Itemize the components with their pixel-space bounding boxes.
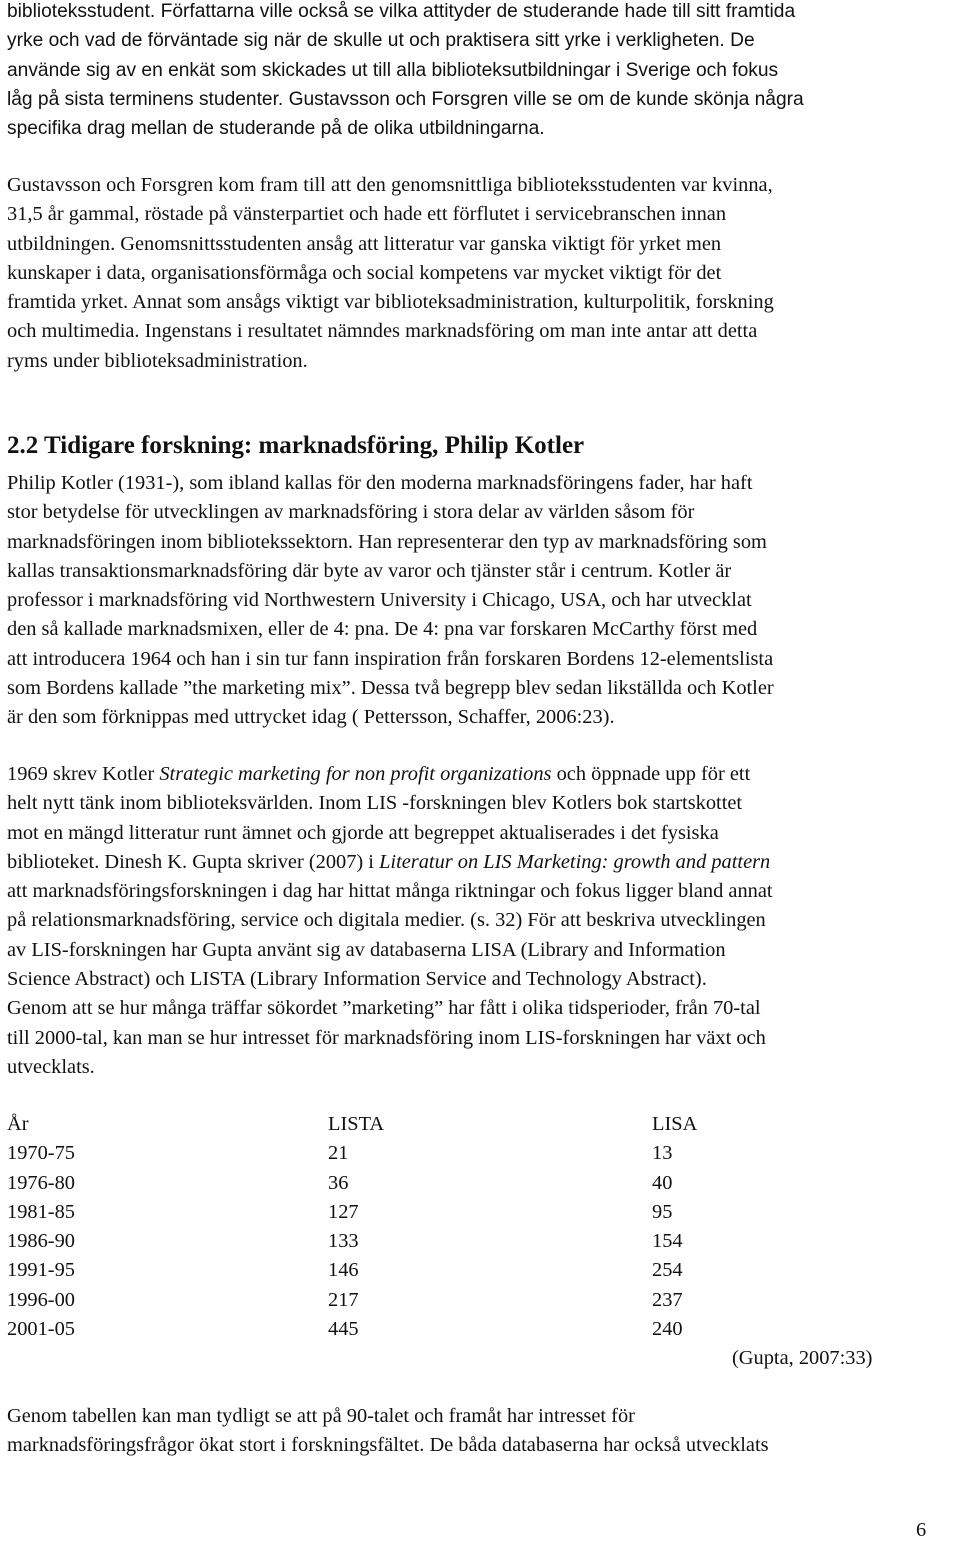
paragraph-findings <box>7 171 955 376</box>
text-line: framtida yrket. Annat som ansågs viktigt var biblioteksadministration, kulturpolitik, forskning <box>7 291 774 314</box>
text-line: på relationsmarknadsföring, service och digitala medier. (s. 32) För att beskriva utvecklingen <box>7 909 766 932</box>
text-line: den så kallade marknadsmixen, eller de 4: pna. De 4: pna var forskaren McCarthy först med <box>7 618 758 641</box>
text-line: Genom tabellen kan man tydligt se att på 90-talet och framåt har intresset för <box>7 1405 635 1427</box>
cell-period: 1996-00 <box>7 1288 75 1311</box>
text-line: att introducera 1964 och han i sin tur fann inspiration från forskaren Bordens 12-elementslista <box>7 647 774 670</box>
cell-lista: 127 <box>328 1200 359 1223</box>
text-line: Philip Kotler (1931-), som ibland kallas för den moderna marknadsföringens fader, har haft <box>7 472 753 494</box>
text-line <box>7 760 955 789</box>
cell-period: 1991-95 <box>7 1259 75 1282</box>
text-line: ryms under biblioteksadministration. <box>7 349 308 372</box>
text-line: marknadsföringen inom bibliotekssektorn. Han representerar den typ av marknadsföring som <box>7 530 767 553</box>
text-line: kunskaper i data, organisationsförmåga och social kompetens var mycket viktigt för det <box>7 261 722 284</box>
text-line: Gustavsson och Forsgren kom fram till att den genomsnittliga biblioteksstudenten var kvinna, <box>7 174 773 196</box>
cell-period: 1976-80 <box>7 1171 75 1194</box>
text-line: kallas transaktionsmarknadsföring där byte av varor och tjänster står i centrum. Kotler är <box>7 559 732 582</box>
text-line: helt nytt tänk inom biblioteksvärlden. Inom LIS -forskningen blev Kotlers bok startskottet <box>7 792 743 815</box>
column-header-lista: LISTA <box>328 1113 385 1135</box>
section-heading: 2.2 Tidigare forskning: marknadsföring, Philip Kotler <box>7 432 585 459</box>
table-citation: (Gupta, 2007:33) <box>732 1347 873 1369</box>
text-line: att marknadsföringsforskningen i dag har hittat många riktningar och fokus ligger bland annat <box>7 880 773 903</box>
book-title: Literatur on LIS Marketing: growth and pattern <box>379 850 771 873</box>
paragraph-kotler <box>7 469 955 733</box>
text-line: mot en mängd litteratur runt ämnet och gjorde att begreppet aktualiserades i det fysiska <box>7 821 719 844</box>
text-run: 1969 skrev Kotler <box>7 763 160 785</box>
text-line: stor betydelse för utvecklingen av marknadsföring i stora delar av världen såsom för <box>7 501 695 524</box>
text-line: yrke och vad de förväntade sig när de skulle ut och praktisera sitt yrke i verkligheten. De <box>7 30 755 52</box>
cell-lista: 21 <box>328 1142 349 1165</box>
text-line: till 2000-tal, kan man se hur intresset för marknadsföring inom LIS-forskningen har växt och <box>7 1026 766 1049</box>
cell-lista: 217 <box>328 1288 359 1311</box>
cell-period: 1986-90 <box>7 1230 75 1253</box>
cell-lisa: 13 <box>652 1142 673 1165</box>
paragraph-1969 <box>7 760 955 1082</box>
cell-lisa: 95 <box>652 1200 673 1223</box>
cell-lisa: 240 <box>652 1318 683 1341</box>
text-line: Genom att se hur många träffar sökordet ”marketing” har fått i olika tidsperioder, från 70-tal <box>7 997 761 1020</box>
text-line <box>7 848 955 877</box>
text-line: låg på sista terminens studenter. Gustavsson och Forsgren ville se om de kunde skönja några <box>7 88 804 110</box>
cell-lista: 146 <box>328 1259 359 1282</box>
cell-period: 2001-05 <box>7 1318 75 1341</box>
text-line: utbildningen. Genomsnittsstudenten ansåg att litteratur var ganska viktigt för yrket men <box>7 232 722 255</box>
paragraph-intro <box>7 0 955 143</box>
cell-lisa: 154 <box>652 1230 683 1253</box>
text-line: som Bordens kallade ”the marketing mix”. Dessa två begrepp blev sedan likställda och Kotler <box>7 677 774 700</box>
column-header-lisa: LISA <box>652 1113 698 1135</box>
text-line: marknadsföringsfrågor ökat stort i forskningsfältet. De båda databaserna har också utvecklats <box>7 1434 769 1457</box>
cell-lista: 36 <box>328 1171 349 1194</box>
book-title: Strategic marketing for non profit organizations <box>159 763 552 785</box>
text-line: av LIS-forskningen har Gupta använt sig av databaserna LISA (Library and Information <box>7 938 726 961</box>
cell-period: 1981-85 <box>7 1200 75 1223</box>
cell-lista: 133 <box>328 1230 359 1253</box>
text-line: utvecklats. <box>7 1055 95 1078</box>
page-number: 6 <box>916 1519 927 1541</box>
text-line: använde sig av en enkät som skickades ut till alla biblioteksutbildningar i Sverige och fokus <box>7 59 779 81</box>
text-line: biblioteksstudent. Författarna ville också se vilka attityder de studerande hade till sitt framtida <box>7 1 796 22</box>
cell-period: 1970-75 <box>7 1142 75 1165</box>
text-line: professor i marknadsföring vid Northwestern University i Chicago, USA, och har utvecklat <box>7 589 752 612</box>
cell-lisa: 254 <box>652 1259 683 1282</box>
cell-lista: 445 <box>328 1318 359 1341</box>
text-run: biblioteket. Dinesh K. Gupta skriver (2007) i <box>7 850 380 873</box>
paragraph-conclusion <box>7 1402 955 1461</box>
text-line: specifika drag mellan de studerande på de olika utbildningarna. <box>7 118 545 140</box>
text-line: Science Abstract) och LISTA (Library Information Service and Technology Abstract). <box>7 968 707 991</box>
text-line: 31,5 år gammal, röstade på vänsterpartiet och hade ett förflutet i servicebranschen innan <box>7 203 727 226</box>
column-header-year: År <box>7 1113 29 1135</box>
text-line: och multimedia. Ingenstans i resultatet nämndes marknadsföring om man inte antar att detta <box>7 320 758 343</box>
text-run: och öppnade upp för ett <box>551 763 751 785</box>
cell-lisa: 40 <box>652 1171 673 1194</box>
cell-lisa: 237 <box>652 1288 683 1311</box>
text-line: är den som förknippas med uttrycket idag ( Pettersson, Schaffer, 2006:23). <box>7 706 615 729</box>
